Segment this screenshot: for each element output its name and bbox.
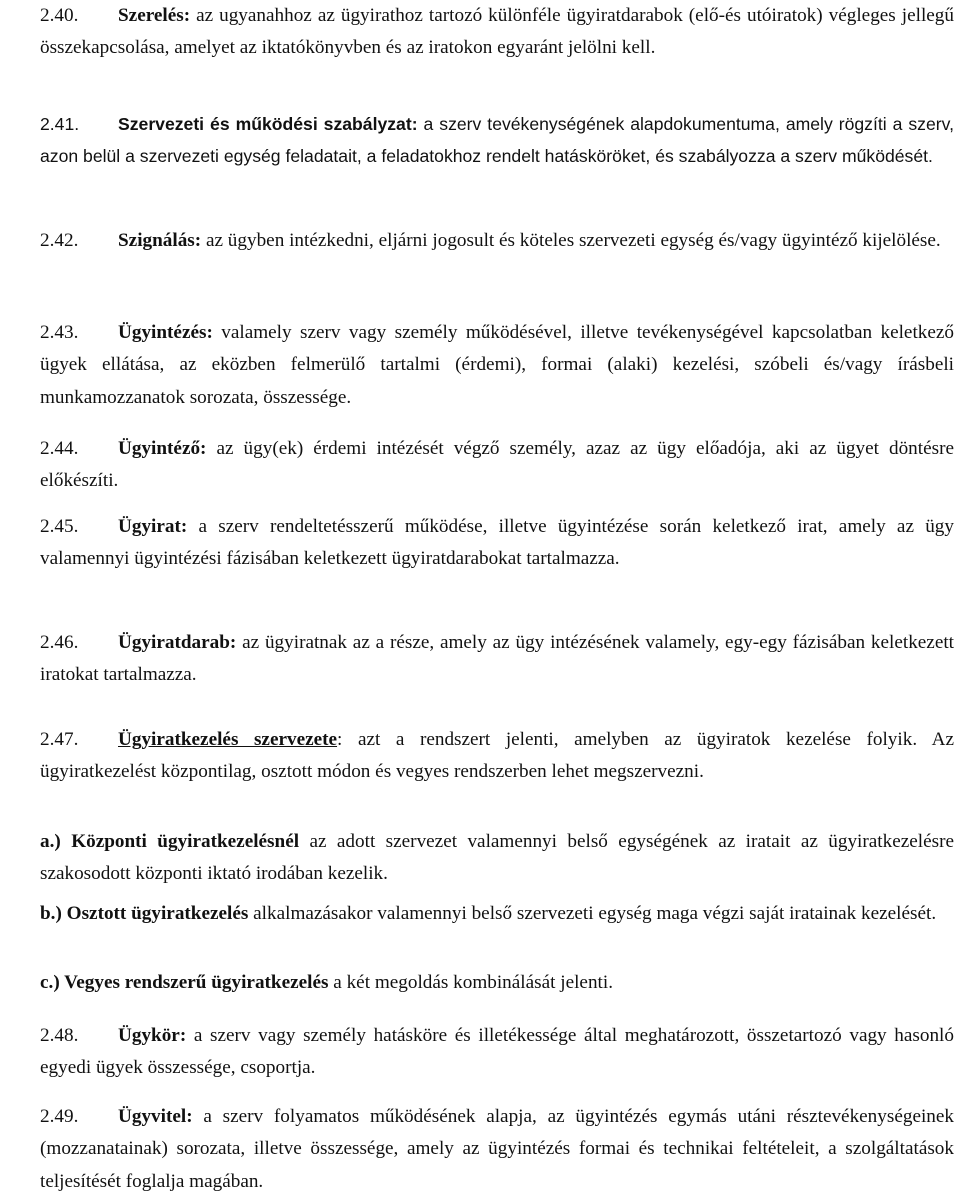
definition-text: az adott szervezet valamennyi belső egységének az iratait az ügyiratkezelésre szakosodott központi iktató irodában kezelik. bbox=[40, 831, 954, 885]
defined-term: Ügyiratdarab: bbox=[118, 632, 237, 653]
defined-term: a.) Központi ügyiratkezelésnél bbox=[40, 831, 300, 852]
defined-term: Ügyirat: bbox=[118, 516, 188, 537]
paragraph-number: 2.41. bbox=[40, 114, 80, 134]
defined-term: Szervezeti és működési szabályzat: bbox=[118, 114, 418, 134]
paragraph-number: 2.47. bbox=[40, 729, 79, 750]
definition-text: valamely szerv vagy személy működésével, illetve tevékenységével kapcsolatban keletkező ügyek ellátása, az eközben felmerülő tartalmi (érdemi), formai (alaki) kezelési, szóbeli és/vagy írásbeli munkamozzanatok sorozata, összessége. bbox=[40, 322, 954, 408]
definition-2-42 bbox=[40, 225, 954, 257]
defined-term: Ügyvitel: bbox=[118, 1106, 193, 1127]
definition-text: az ugyanahhoz az ügyirathoz tartozó különféle ügyiratdarabok (elő-és utóiratok) végleges jellegű összekapcsolása, amelyet az iktatókönyvben és az iratokon egyaránt jelölni kell. bbox=[40, 5, 954, 59]
paragraph-number: 2.48. bbox=[40, 1025, 79, 1046]
paragraph-number: 2.42. bbox=[40, 230, 79, 251]
paragraph-number: 2.43. bbox=[40, 322, 79, 343]
definition-text: a szerv folyamatos működésének alapja, az ügyintézés egymás utáni résztevékenységeinek (mozzanatainak) sorozata, illetve összessége, amely az ügyintézés formai és technikai feltételeit, a szolgáltatások teljesítését foglalja magában. bbox=[40, 1106, 954, 1192]
definition-text: : azt a rendszert jelenti, amelyben az ügyiratok kezelése folyik. Az ügyiratkezelést központilag, osztott módon és vegyes rendszerben lehet megszervezni. bbox=[40, 729, 955, 783]
paragraph-number: 2.49. bbox=[40, 1106, 79, 1127]
definition-2-49 bbox=[40, 1101, 954, 1198]
definition-text: a szerv tevékenységének alapdokumentuma, amely rögzíti a szerv, azon belül a szervezeti egység feladatait, a feladatokhoz rendelt hatásköröket, és szabályozza a szerv működését. bbox=[40, 114, 954, 167]
definition-2-44 bbox=[40, 433, 954, 498]
definition-2-45 bbox=[40, 511, 954, 576]
definition-text: a szerv rendeltetésszerű működése, illetve ügyintézése során keletkező irat, amely az ügy valamennyi ügyintézési fázisában keletkezett ügyiratdarabokat tartalmazza. bbox=[40, 516, 954, 570]
paragraph-number: 2.46. bbox=[40, 632, 79, 653]
subpoint-c bbox=[40, 967, 954, 999]
definition-2-48 bbox=[40, 1020, 954, 1085]
paragraph-number: 2.45. bbox=[40, 516, 79, 537]
subpoint-b bbox=[40, 898, 954, 930]
definition-2-43 bbox=[40, 317, 954, 414]
defined-term: Ügyintézés: bbox=[118, 322, 213, 343]
definition-text: a szerv vagy személy hatásköre és illetékessége által meghatározott, összetartozó vagy hasonló egyedi ügyek összessége, csoportja. bbox=[40, 1025, 954, 1079]
definition-text: az ügyiratnak az a része, amely az ügy intézésének valamely, egy-egy fázisában keletkezett iratokat tartalmazza. bbox=[40, 632, 954, 686]
definition-2-47 bbox=[40, 724, 954, 789]
defined-term: b.) Osztott ügyiratkezelés bbox=[40, 903, 249, 924]
defined-term: Ügyintéző: bbox=[118, 438, 207, 459]
defined-term: Ügyiratkezelés szervezete bbox=[118, 729, 338, 750]
paragraph-number: 2.40. bbox=[40, 5, 79, 26]
subpoint-a bbox=[40, 826, 954, 891]
definition-text: az ügy(ek) érdemi intézését végző személy, azaz az ügy előadója, aki az ügyet döntésre előkészíti. bbox=[40, 438, 954, 492]
definition-2-40 bbox=[40, 0, 954, 65]
definition-2-41 bbox=[40, 108, 954, 173]
definition-text: alkalmazásakor valamennyi belső szervezeti egység maga végzi saját iratainak kezelését. bbox=[248, 903, 937, 924]
defined-term: c.) Vegyes rendszerű ügyiratkezelés bbox=[40, 972, 329, 993]
paragraph-number: 2.44. bbox=[40, 438, 79, 459]
definition-text: a két megoldás kombinálását jelenti. bbox=[328, 972, 614, 993]
defined-term: Ügykör: bbox=[118, 1025, 187, 1046]
defined-term: Szignálás: bbox=[118, 230, 202, 251]
definition-2-46 bbox=[40, 627, 954, 692]
definition-text: az ügyben intézkedni, eljárni jogosult és köteles szervezeti egység és/vagy ügyintéző kijelölése. bbox=[201, 230, 941, 251]
defined-term: Szerelés: bbox=[118, 5, 191, 26]
